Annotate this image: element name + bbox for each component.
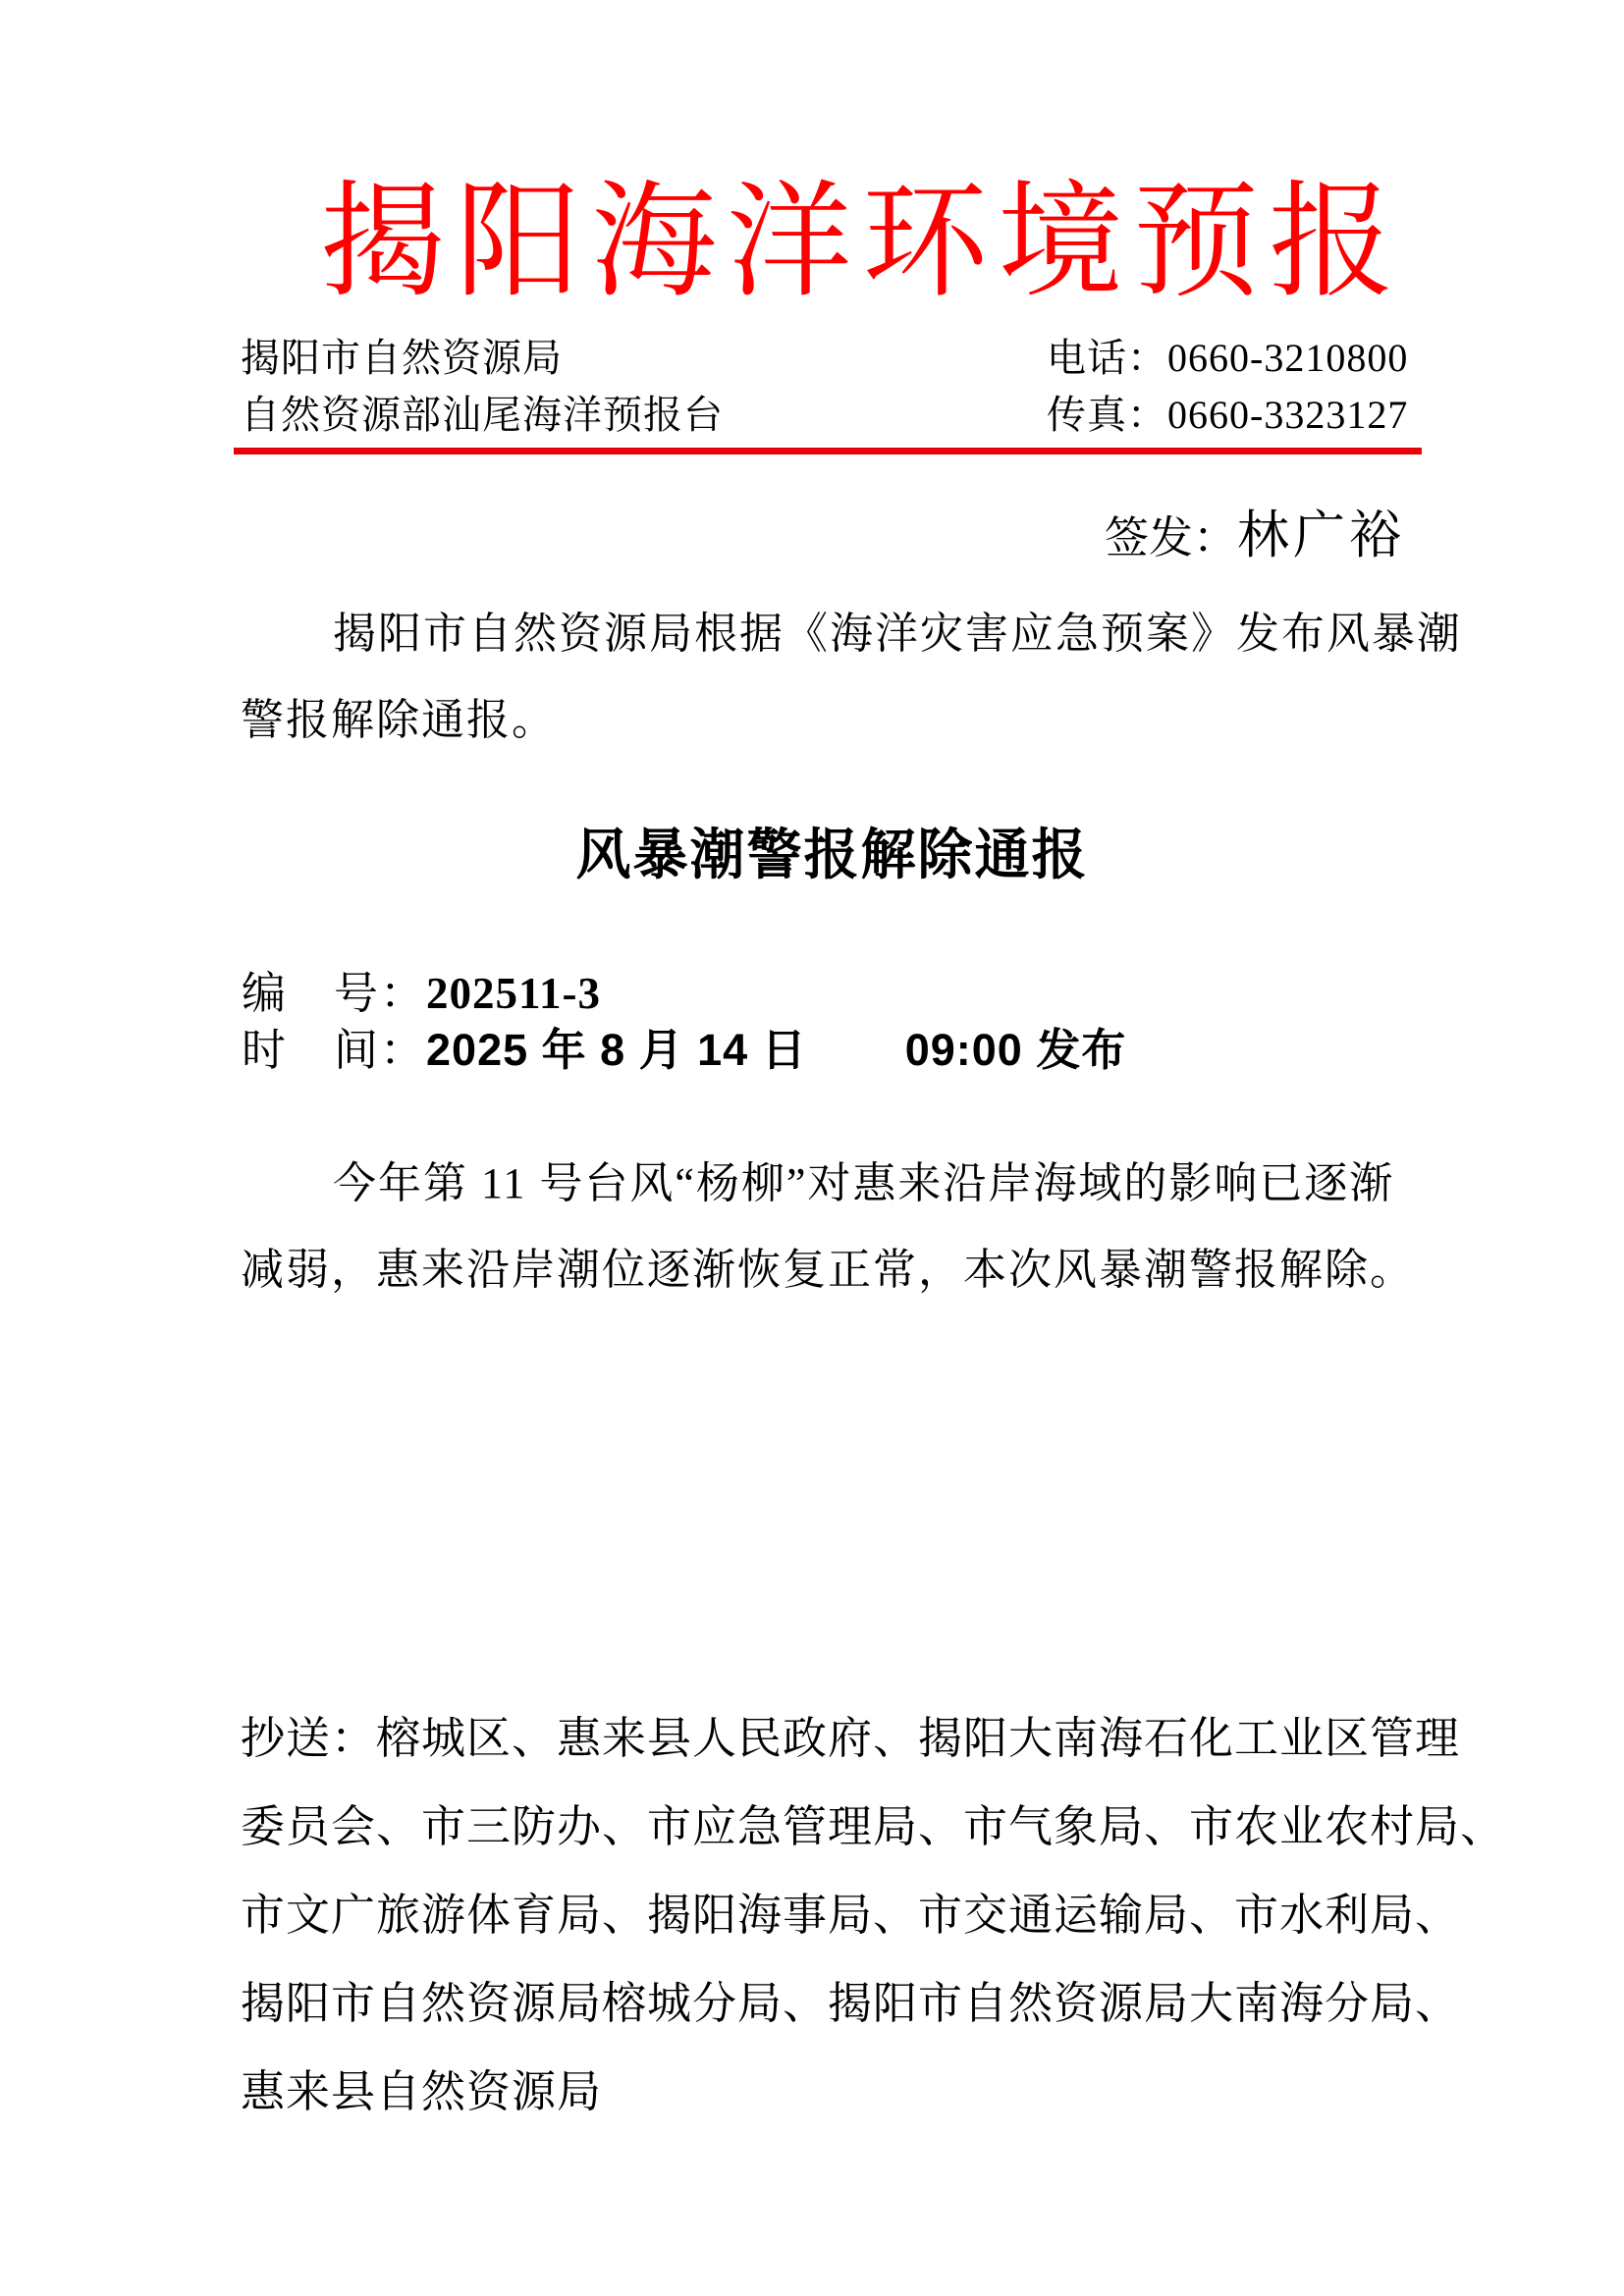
notice-number-value: 202511-3 xyxy=(426,969,602,1018)
issuing-org-block xyxy=(241,330,724,444)
fax-number: 0660-3323127 xyxy=(1167,393,1409,437)
phone-line xyxy=(1047,330,1408,387)
notice-date-value: 2025 年 8 月 14 日 xyxy=(426,1025,807,1075)
contact-block xyxy=(1047,330,1408,444)
cc-line-5: 惠来县自然资源局 xyxy=(241,2067,603,2116)
notice-number-label: 编 号： xyxy=(242,969,427,1018)
cc-line-4: 揭阳市自然资源局榕城分局、揭阳市自然资源局大南海分局、 xyxy=(241,1979,1461,2028)
notice-body-paragraph xyxy=(241,1141,1424,1313)
org-line-1: 揭阳市自然资源局 xyxy=(241,336,563,380)
signoff-name: 林广裕 xyxy=(1237,507,1405,564)
cc-list xyxy=(241,1694,1506,2136)
notice-time-value: 09:00 发布 xyxy=(904,1025,1127,1075)
phone-label: 电话： xyxy=(1047,336,1167,380)
cc-line-3: 市文广旅游体育局、揭阳海事局、市交通运输局、市水利局、 xyxy=(241,1891,1461,1940)
cc-line-2: 委员会、市三防办、市应急管理局、市气象局、市农业农村局、 xyxy=(241,1802,1506,1851)
masthead-divider xyxy=(234,448,1422,454)
notice-time-label: 时 间： xyxy=(242,1026,427,1075)
phone-number: 0660-3210800 xyxy=(1167,336,1409,380)
signoff-line xyxy=(1105,507,1405,567)
body-line-2: 减弱，惠来沿岸潮位逐渐恢复正常，本次风暴潮警报解除。 xyxy=(241,1246,1415,1294)
org-line-2: 自然资源部汕尾海洋预报台 xyxy=(241,393,724,437)
notice-time-line xyxy=(242,1022,1126,1079)
notice-number-line xyxy=(242,966,1126,1022)
notice-heading: 风暴潮警报解除通报 xyxy=(575,824,1089,885)
intro-line-2: 警报解除通报。 xyxy=(241,696,557,744)
intro-line-1: 揭阳市自然资源局根据《海洋灾害应急预案》发布风暴潮 xyxy=(333,610,1462,658)
body-line-1: 今年第 11 号台风“杨柳”对惠来沿岸海域的影响已逐渐 xyxy=(333,1159,1395,1207)
masthead-title: 揭阳海洋环境预报 xyxy=(320,173,1405,312)
cc-line-1: 抄送：榕城区、惠来县人民政府、揭阳大南海石化工业区管理 xyxy=(241,1714,1461,1763)
fax-label: 传真： xyxy=(1047,393,1167,437)
signoff-label: 签发： xyxy=(1104,513,1237,562)
intro-paragraph xyxy=(241,591,1462,764)
notice-meta xyxy=(242,966,1126,1079)
fax-line xyxy=(1047,387,1408,444)
